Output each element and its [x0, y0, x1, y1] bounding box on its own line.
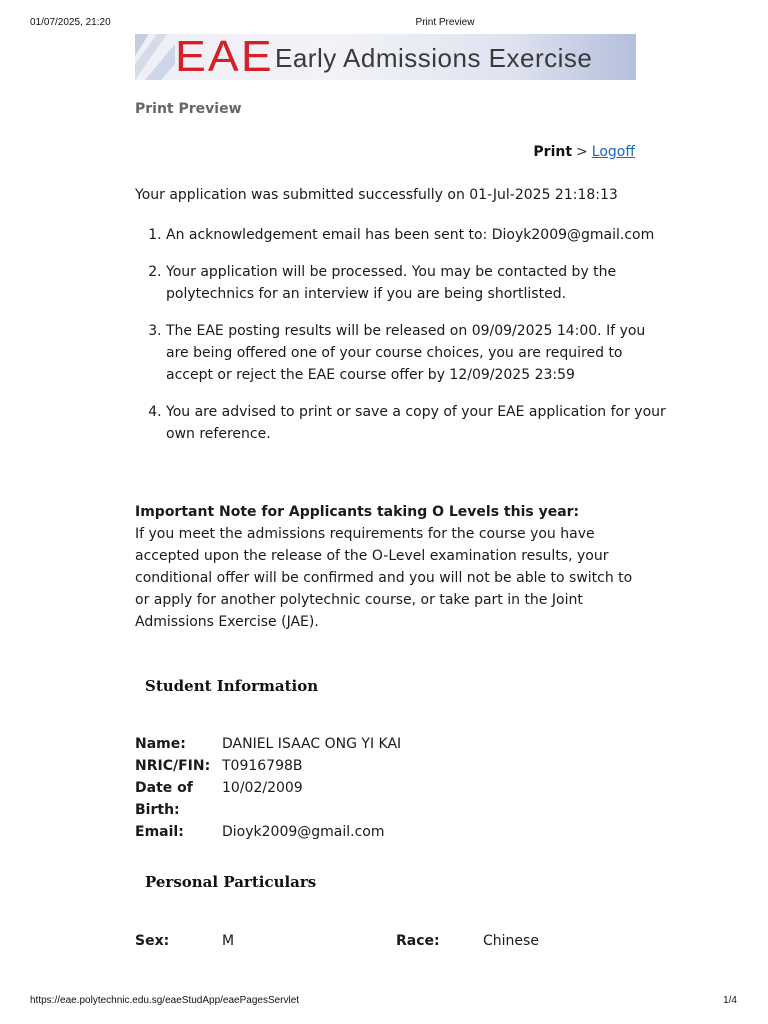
important-note-body: If you meet the admissions requirements for the course you have accepted upon the release of the O-Level examination results, your conditional offer will be confirmed and you will not be able to switch to or apply for another polytechnic course, or take part in the Joint Admissions Exercise (JAE). [135, 526, 633, 630]
dob-label: Date of Birth: [135, 780, 193, 818]
sex-value: M [222, 933, 235, 949]
print-footer [0, 995, 768, 1009]
name-value: DANIEL ISAAC ONG YI KAI [222, 736, 402, 752]
personal-particulars-title: Personal Particulars [145, 873, 317, 891]
print-title: Print Preview [415, 17, 475, 28]
submission-message: Your application was submitted successfully on 01-Jul-2025 21:18:13 [135, 187, 618, 203]
info-row-dob [135, 777, 635, 821]
email-value: Dioyk2009@gmail.com [222, 824, 385, 840]
info-row-name [135, 733, 635, 755]
race-value: Chinese [483, 933, 539, 949]
dob-value: 10/02/2009 [222, 780, 303, 796]
print-url: https://eae.polytechnic.edu.sg/eaeStudApp/eaePagesServlet [30, 995, 300, 1006]
important-note-heading: Important Note for Applicants taking O Levels this year: [135, 504, 580, 520]
race-label: Race: [396, 933, 440, 949]
logoff-link[interactable]: Logoff [591, 144, 635, 160]
eae-logo: EAE [175, 34, 274, 80]
name-label: Name: [135, 736, 186, 752]
list-item: 2. Your application will be processed. You may be contacted by the polytechnics for an interview if you are being shortlisted. [166, 261, 666, 305]
print-header [0, 17, 768, 31]
nric-label: NRIC/FIN: [135, 758, 211, 774]
sex-label: Sex: [135, 933, 170, 949]
banner-stripe-graphic [135, 34, 175, 80]
print-link[interactable]: Print [533, 144, 573, 160]
nric-value: T0916798B [222, 758, 303, 774]
nav-separator: > [576, 144, 588, 160]
page-number: 1/4 [723, 995, 737, 1006]
info-row-nric [135, 755, 635, 777]
banner-title: Early Admissions Exercise [275, 43, 593, 73]
email-label: Email: [135, 824, 184, 840]
top-nav [533, 144, 635, 160]
list-item: 1. An acknowledgement email has been sent to: Dioyk2009@gmail.com [166, 224, 666, 246]
student-info-table [135, 733, 635, 843]
info-row-sex-race [135, 930, 635, 952]
student-info-title: Student Information [145, 677, 319, 695]
list-item: 4. You are advised to print or save a copy of your EAE application for your own reference. [166, 401, 666, 445]
page-title: Print Preview [135, 101, 242, 117]
next-steps-list [135, 224, 666, 460]
list-item: 3. The EAE posting results will be released on 09/09/2025 14:00. If you are being offered one of your course choices, you are required to accept or reject the EAE course offer by 12/09/2025 23:59 [166, 320, 666, 386]
personal-particulars-table [135, 930, 635, 952]
important-note [135, 501, 635, 633]
eae-banner [135, 34, 636, 80]
info-row-email [135, 821, 635, 843]
print-datetime: 01/07/2025, 21:20 [30, 17, 111, 28]
